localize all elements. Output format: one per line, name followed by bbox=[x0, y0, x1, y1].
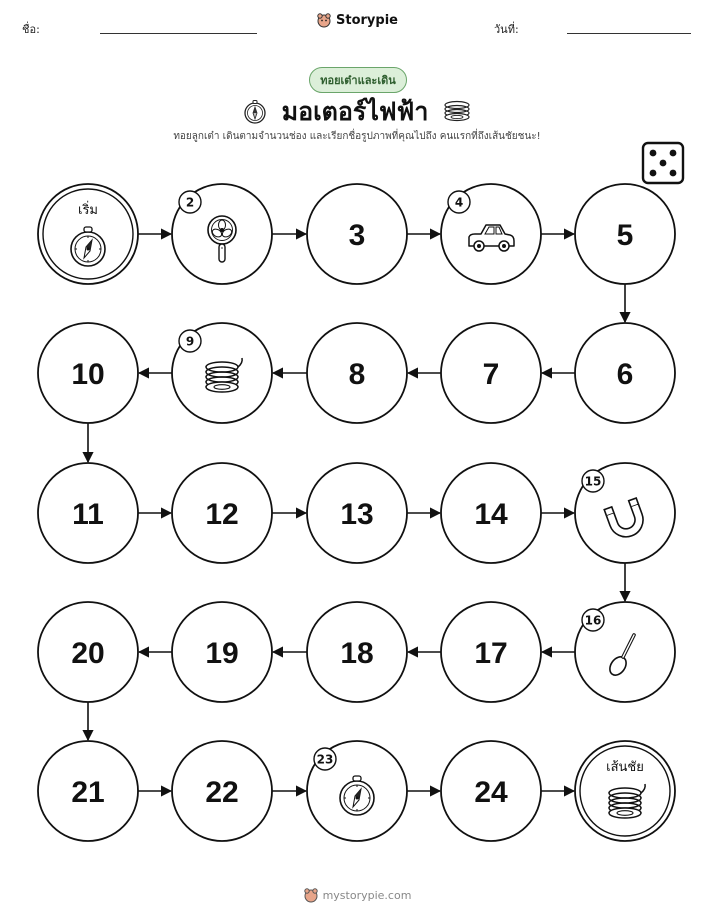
dice-five-icon bbox=[643, 143, 683, 183]
board-space-3 bbox=[307, 184, 407, 284]
space-number: 10 bbox=[71, 358, 105, 391]
space-number: 12 bbox=[205, 498, 239, 531]
board-space-17 bbox=[441, 602, 541, 702]
space-number: 20 bbox=[71, 637, 105, 670]
space-number: 6 bbox=[616, 358, 634, 391]
board-space-6 bbox=[575, 323, 675, 423]
board-space-14 bbox=[441, 463, 541, 563]
board-space-7 bbox=[441, 323, 541, 423]
page-title: มอเตอร์ไฟฟ้า bbox=[281, 97, 429, 126]
space-number: 3 bbox=[348, 219, 366, 252]
board-space-18 bbox=[307, 602, 407, 702]
name-label: ชื่อ: bbox=[22, 23, 40, 36]
space-number: 9 bbox=[185, 334, 195, 349]
board-space-19 bbox=[172, 602, 272, 702]
space-number: 11 bbox=[72, 498, 104, 531]
start-label: เริ่ม bbox=[78, 203, 98, 218]
board-space-10 bbox=[38, 323, 138, 423]
board-space-22 bbox=[172, 741, 272, 841]
space-number: 8 bbox=[348, 358, 366, 391]
space-number: 15 bbox=[584, 474, 602, 489]
space-number: 7 bbox=[482, 358, 500, 391]
board-spaces bbox=[38, 184, 675, 841]
board-space-11 bbox=[38, 463, 138, 563]
brand-name: Storypie bbox=[336, 12, 398, 28]
finish-space bbox=[575, 741, 675, 841]
board-space-21 bbox=[38, 741, 138, 841]
start-space bbox=[38, 184, 138, 284]
space-number: 13 bbox=[340, 498, 374, 531]
space-number: 24 bbox=[474, 776, 508, 809]
space-number: 14 bbox=[474, 498, 508, 531]
storypie-footer-icon bbox=[303, 887, 319, 903]
board-space-5 bbox=[575, 184, 675, 284]
space-number: 19 bbox=[205, 637, 239, 670]
space-number: 22 bbox=[205, 776, 239, 809]
space-number: 4 bbox=[454, 195, 464, 210]
instructions: ทอยลูกเต๋า เดินตามจำนวนช่อง และเรียกชื่อรูปภาพที่คุณไปถึง คนแรกที่ถึงเส้นชัยชนะ! bbox=[173, 131, 541, 142]
board-space-8 bbox=[307, 323, 407, 423]
space-circle bbox=[575, 741, 675, 841]
board-space-15 bbox=[575, 463, 675, 563]
footer-site[interactable]: mystorypie.com bbox=[322, 888, 412, 902]
activity-tag: ทอยเต๋าและเดิน bbox=[309, 67, 407, 93]
board-space-12 bbox=[172, 463, 272, 563]
board-space-4 bbox=[441, 184, 541, 284]
space-number: 17 bbox=[474, 637, 508, 670]
space-number: 16 bbox=[584, 613, 602, 628]
board-space-13 bbox=[307, 463, 407, 563]
footer bbox=[0, 887, 714, 903]
board-space-24 bbox=[441, 741, 541, 841]
board-space-2 bbox=[172, 184, 272, 284]
space-number: 23 bbox=[316, 752, 334, 767]
board-space-16 bbox=[575, 602, 675, 702]
date-label: วันที่: bbox=[494, 23, 519, 36]
board-space-9 bbox=[172, 323, 272, 423]
space-number: 2 bbox=[185, 195, 195, 210]
space-number: 18 bbox=[340, 637, 374, 670]
board-space-20 bbox=[38, 602, 138, 702]
space-number: 21 bbox=[71, 776, 105, 809]
finish-label: เส้นชัย bbox=[606, 760, 644, 775]
space-number: 5 bbox=[616, 219, 634, 252]
board-space-23 bbox=[307, 741, 407, 841]
